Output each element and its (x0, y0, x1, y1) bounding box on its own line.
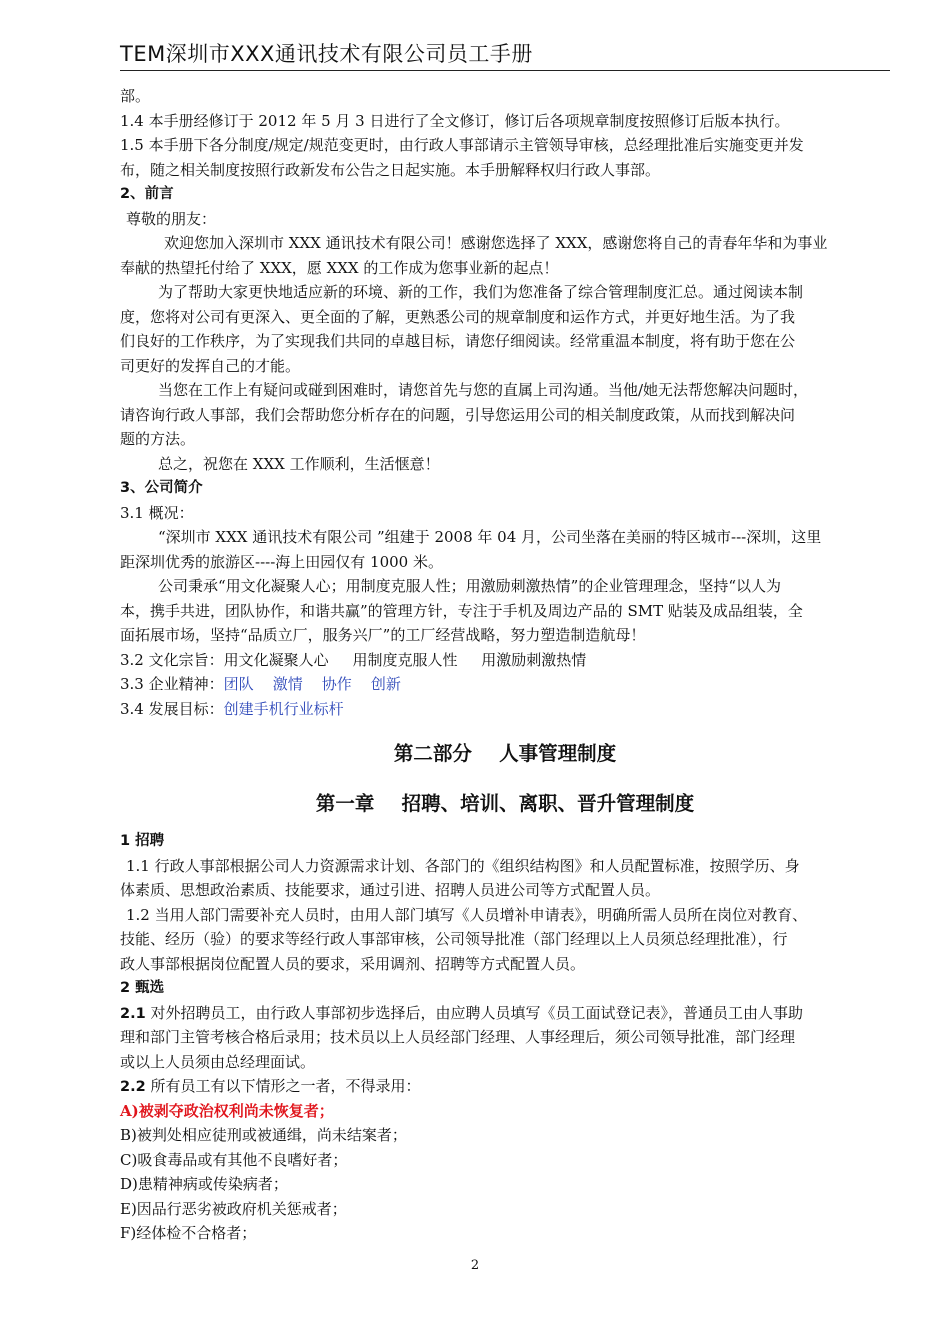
clause-number: 2.1 (120, 1005, 146, 1022)
text-line (120, 1001, 890, 1026)
goal-label: 3.4 发展目标： (120, 699, 224, 718)
text-line: 面拓展市场，坚持“品质立厂，服务兴厂”的工厂经营战略，努力塑造制造航母！ (120, 626, 646, 644)
section-heading-select: 2 甄选 (120, 980, 165, 996)
goal-value: 创建手机行业标杆 (223, 699, 344, 718)
clause-text: 所有员工有以下情形之一者，不得录用： (145, 1077, 421, 1095)
text-line: 1.2 当用人部门需要补充人员时，由用人部门填写《人员增补申请表》，明确所需人员所在岗位对教育、 (126, 905, 808, 924)
text-line: 政人事部根据岗位配置人员的要求，采用调剂、招聘等方式配置人员。 (120, 954, 586, 973)
list-item: E)因品行恶劣被政府机关惩戒者； (120, 1199, 347, 1218)
text-line: 为了帮助大家更快地适应新的环境、新的工作，我们为您准备了综合管理制度汇总。通过阅读本制 (158, 283, 804, 301)
text-line: 距深圳优秀的旅游区----海上田园仅有 1000 米。 (120, 552, 443, 571)
text-line: 体素质、思想政治素质、技能要求，通过引进、招聘人员进公司等方式配置人员。 (120, 881, 661, 899)
spirit-value: 团队 激情 协作 创新 (223, 675, 401, 693)
text-line (120, 697, 890, 722)
section-heading-recruit: 1 招聘 (120, 833, 165, 849)
list-item: D)患精神病或传染病者； (120, 1175, 288, 1193)
section-heading-preface: 2、前言 (120, 186, 174, 202)
text-line: 布，随之相关制度按照行政新发布公告之日起实施。本手册解释权归行政人事部。 (120, 160, 661, 179)
page-content (120, 84, 890, 1246)
clause-text: 对外招聘员工，由行政人事部初步选择后，由应聘人员填写《员工面试登记表》，普通员工由人事助 (145, 1003, 803, 1022)
clause-number: 2.2 (120, 1079, 146, 1095)
text-line: 们良好的工作秩序，为了实现我们共同的卓越目标，请您仔细阅读。经常重温本制度，将有助于您在公 (120, 332, 796, 350)
text-line: 本，携手共进，团队协作，和谐共赢”的管理方针，专注于手机及周边产品的 SMT 贴装及成品组装，全 (120, 601, 803, 620)
chapter-title: 第一章 招聘、培训、离职、晋升管理制度 (315, 792, 695, 815)
page-number: 2 (470, 1258, 480, 1273)
section-heading-company: 3、公司简介 (120, 480, 203, 496)
text-line (120, 672, 890, 697)
list-item: B)被判处相应徒刑或被通缉，尚未结案者； (120, 1126, 407, 1144)
text-line: 奉献的热望托付给了 XXX，愿 XXX 的工作成为您事业新的起点！ (120, 258, 559, 277)
list-item: C)吸食毒品或有其他不良嗜好者； (120, 1150, 348, 1169)
text-line: 或以上人员须由总经理面试。 (120, 1052, 316, 1071)
list-item-highlighted: A)被剥夺政治权利尚未恢复者； (120, 1101, 334, 1120)
header-rule (120, 70, 890, 71)
text-line: 1.5 本手册下各分制度/规定/规范变更时，由行政人事部请示主管领导审核，总经理批准后实施变更并发 (120, 136, 804, 154)
text-line: 请咨询行政人事部，我们会帮助您分析存在的问题，引导您运用公司的相关制度政策，从而找到解决问 (120, 405, 796, 424)
text-line: 3.2 文化宗旨：用文化凝聚人心 用制度克服人性 用激励刺激热情 (120, 650, 587, 669)
text-line: 尊敬的朋友： (126, 209, 217, 228)
text-line: 题的方法。 (120, 430, 196, 448)
text-line: 3.1 概况： (120, 503, 194, 522)
spirit-label: 3.3 企业精神： (120, 675, 224, 693)
text-line: 司更好的发挥自己的才能。 (120, 356, 301, 375)
header-title: TEM深圳市XXX通讯技术有限公司员工手册 (120, 42, 533, 66)
text-line: 1.1 行政人事部根据公司人力资源需求计划、各部门的《组织结构图》和人员配置标准，按照学历、身 (126, 856, 800, 875)
text-line: 理和部门主管考核合格后录用；技术员以上人员经部门经理、人事经理后，须公司领导批准，部门经理 (120, 1028, 796, 1046)
part-title: 第二部分 人事管理制度 (393, 742, 617, 765)
text-line: 1.4 本手册经修订于 2012 年 5 月 3 日进行了全文修订，修订后各项规章制度按照修订后版本执行。 (120, 111, 790, 130)
list-item: F)经体检不合格者； (120, 1224, 257, 1242)
text-line: 部。 (120, 87, 151, 105)
text-line: 度，您将对公司有更深入、更全面的了解，更熟悉公司的规章制度和运作方式，并更好地生活。为了我 (120, 307, 796, 326)
text-line: 总之，祝您在 XXX 工作顺利，生活惬意！ (158, 454, 440, 473)
text-line: 欢迎您加入深圳市 XXX 通讯技术有限公司！感谢您选择了 XXX，感谢您将自己的青春年华和为事业 (164, 234, 828, 252)
text-line: “深圳市 XXX 通讯技术有限公司 ”组建于 2008 年 04 月，公司坐落在美丽的特区城市---深圳，这里 (158, 528, 822, 546)
text-line: 技能、经历（验）的要求等经行政人事部审核，公司领导批准（部门经理以上人员须总经理批准），行 (120, 930, 788, 948)
text-line: 当您在工作上有疑问或碰到困难时，请您首先与您的直属上司沟通。当他/她无法帮您解决问题时， (158, 381, 809, 399)
text-line: 公司秉承“用文化凝聚人心；用制度克服人性；用激励刺激热情”的企业管理理念，坚持“以人为 (158, 577, 782, 595)
text-line (120, 1074, 890, 1099)
